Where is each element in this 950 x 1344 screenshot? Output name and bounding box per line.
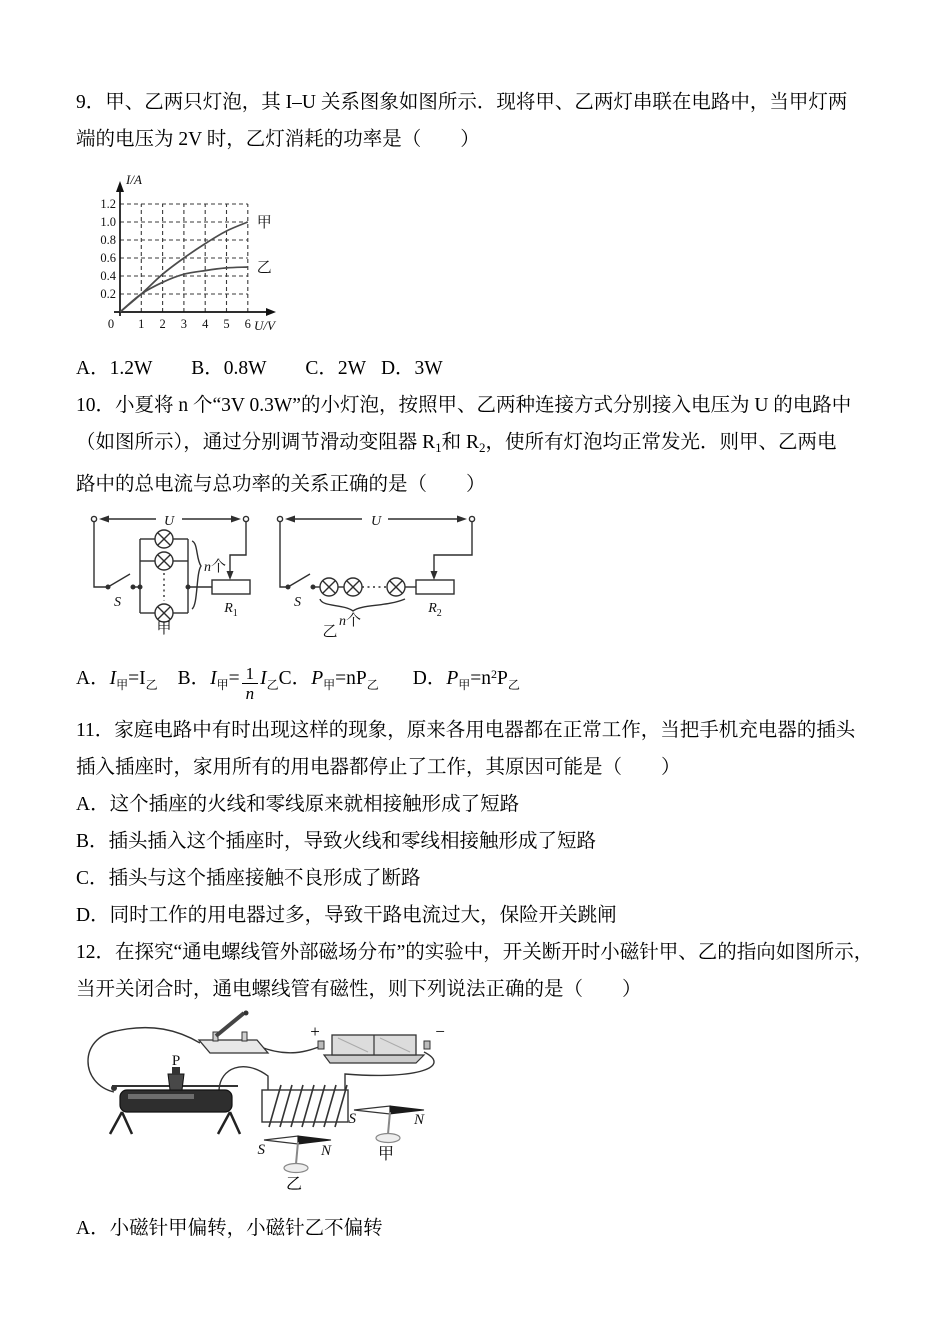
battery: [318, 1035, 430, 1063]
circuit-yi-label: 乙: [322, 624, 338, 637]
q10-option-d: D．$P_甲=n^2P_乙$: [412, 667, 520, 692]
svg-text:0.6: 0.6: [100, 251, 116, 265]
svg-text:0.2: 0.2: [100, 287, 116, 301]
compass-jia-n-label: N: [414, 1112, 425, 1128]
battery-plus-label: +: [310, 1022, 320, 1041]
q12-option-a: A．小磁针甲偏转，小磁针乙不偏转: [76, 1218, 383, 1239]
u-label-yi: U: [370, 514, 382, 529]
svg-text:乙: 乙: [256, 260, 272, 276]
svg-text:3: 3: [180, 317, 188, 331]
solenoid-coil: [262, 1085, 348, 1127]
svg-text:4: 4: [202, 317, 209, 331]
compass-jia-label: 甲: [377, 1146, 395, 1163]
q11-option-b: B．插头插入这个插座时，导致火线和零线相接触形成了短路: [76, 831, 597, 852]
q11-stem-line2: 插入插座时，家用所有的用电器都停止了工作，其原因可能是（ ）: [76, 757, 681, 778]
q9-options: [76, 350, 894, 387]
compass-yi-s-label: S: [257, 1142, 265, 1158]
r2-subscript: 2: [479, 440, 486, 455]
circuit-yi: [277, 516, 474, 612]
slider-p-label: P: [171, 1053, 181, 1069]
q9-option-d: D．3W: [380, 358, 443, 379]
q10-option-b: B．$I_甲=$ $\frac{1}{n}$ $I_乙$: [177, 664, 279, 703]
n-count-label-yi: n个: [338, 613, 362, 629]
q11-stem-line1: 11．家庭电路中有时出现这样的现象，原来各用电器都在正常工作，当把手机充电器的插头: [76, 720, 856, 741]
q10-stem-line2: （如图所示），通过分别调节滑动变阻器 $R_1$和 $R_2$，使所有灯泡均正常发光．则甲、乙两电: [76, 432, 837, 455]
q12-experiment-figure: [72, 1010, 894, 1208]
q10-circuit-figure: [84, 509, 894, 643]
svg-text:0.4: 0.4: [100, 269, 116, 283]
q11-option-a: A．这个插座的火线和零线原来就相接触形成了短路: [76, 794, 520, 815]
knife-switch: [199, 1011, 268, 1054]
svg-text:5: 5: [223, 317, 230, 331]
q10-options: [76, 647, 894, 712]
q9-stem-line1: 9．甲、乙两只灯泡，其 I–U 关系图象如图所示．现将甲、乙两灯串联在电路中，当甲灯两: [76, 92, 848, 113]
q9-option-b: B．0.8W: [191, 358, 267, 379]
q9-option-c: C．2W: [305, 358, 367, 379]
svg-text:1.2: 1.2: [100, 197, 116, 211]
svg-text:甲: 甲: [256, 215, 272, 231]
q10-stem-line1: 10．小夏将 n 个“3V 0.3W”的小灯泡，按照甲、乙两种连接方式分别接入电压为 U 的电路中: [76, 395, 852, 416]
svg-text:0.8: 0.8: [100, 233, 116, 247]
svg-text:6: 6: [244, 317, 251, 331]
u-label-jia: U: [163, 514, 175, 529]
q11-option-c: C．插头与这个插座接触不良形成了断路: [76, 868, 421, 889]
q12-stem-line1: 12．在探究“通电螺线管外部磁场分布”的实验中，开关断开时小磁针甲、乙的指向如图所示，: [76, 942, 874, 963]
q9-iu-graph-figure: [92, 162, 894, 346]
n-count-label-jia: n个: [204, 559, 227, 575]
q9-stem-line2: 端的电压为 2V 时，乙灯消耗的功率是（ ）: [76, 129, 480, 150]
q9-option-a: A．1.2W: [76, 358, 153, 379]
iu-graph-svg: [92, 162, 330, 340]
q10-option-c: C．$P_甲=nP_乙$: [278, 668, 379, 692]
svg-text:1: 1: [138, 317, 145, 331]
circuit-diagrams-svg: [84, 509, 484, 637]
q12-stem-line2: 当开关闭合时，通电螺线管有磁性，则下列说法正确的是（ ）: [76, 979, 642, 1000]
solenoid-experiment-svg: [72, 1010, 464, 1202]
switch-label-jia: S: [114, 595, 121, 610]
battery-minus-label: −: [435, 1022, 445, 1041]
q10-stem-line3: 路中的总电流与总功率的关系正确的是（ ）: [76, 474, 486, 495]
switch-label-yi: S: [294, 595, 301, 610]
compass-yi-n-label: N: [321, 1143, 332, 1159]
svg-text:I/A: I/A: [126, 172, 142, 187]
compass-yi-label: 乙: [285, 1176, 303, 1193]
rheostat-r2-label: $R_2$: [428, 601, 442, 619]
svg-text:U/V: U/V: [254, 318, 275, 333]
rheostat-r1-label: $R_1$: [224, 601, 238, 619]
svg-text:2: 2: [159, 317, 166, 331]
circuit-jia-label: 甲: [156, 621, 172, 637]
r1-subscript: 1: [435, 440, 442, 455]
svg-text:1.0: 1.0: [100, 215, 116, 229]
compass-jia-s-label: S: [348, 1111, 356, 1127]
iu-graph: [92, 162, 894, 346]
fraction-1-over-n: $\frac{1}{n}$: [242, 664, 259, 703]
q11-option-d: D．同时工作的用电器过多，导致干路电流过大，保险开关跳闸: [76, 905, 617, 926]
svg-text:0: 0: [107, 317, 115, 331]
q10-option-a: A．$I_甲=I_乙$: [76, 668, 158, 692]
rheostat: [110, 1067, 240, 1134]
